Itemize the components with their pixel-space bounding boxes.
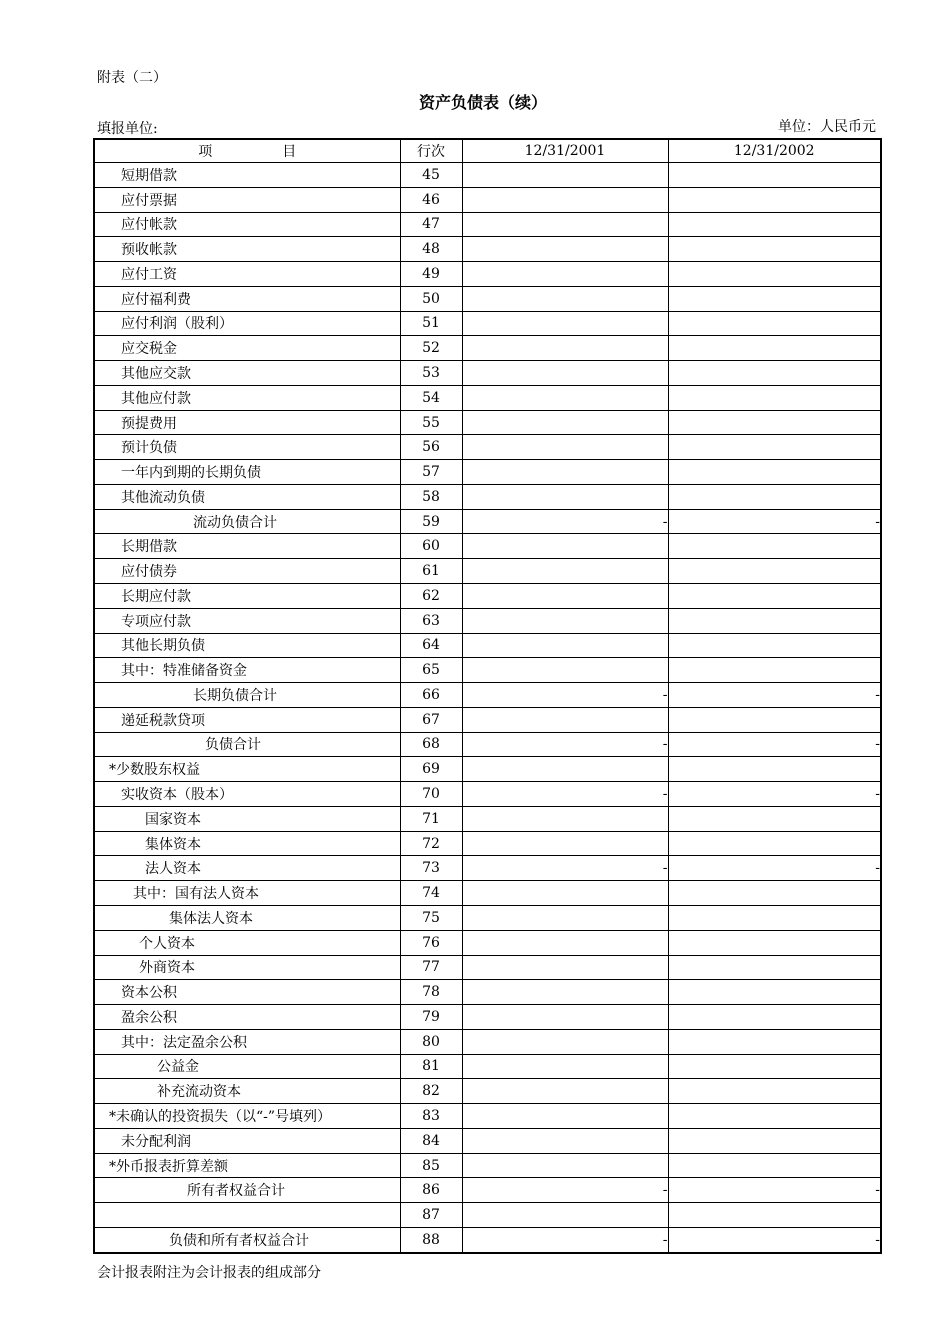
row-value-2001	[462, 484, 668, 509]
row-value-2002	[668, 435, 881, 460]
table-row	[94, 336, 881, 361]
table-row	[94, 1203, 881, 1228]
row-value-2002	[668, 1203, 881, 1228]
row-value-2001	[462, 658, 668, 683]
row-item-label: 个人资本	[94, 930, 400, 955]
row-value-2002: -	[668, 509, 881, 534]
attachment-label: 附表（二）	[97, 70, 167, 86]
row-line-number: 48	[400, 237, 462, 262]
table-row	[94, 262, 881, 287]
row-item-label	[94, 1203, 400, 1228]
row-item-label: 补充流动资本	[94, 1079, 400, 1104]
row-value-2002: -	[668, 683, 881, 708]
row-line-number: 78	[400, 980, 462, 1005]
table-row	[94, 559, 881, 584]
row-value-2002	[668, 163, 881, 188]
table-row	[94, 435, 881, 460]
row-item-label: 公益金	[94, 1054, 400, 1079]
row-line-number: 79	[400, 1005, 462, 1030]
row-value-2002	[668, 262, 881, 287]
row-item-label: 集体法人资本	[94, 905, 400, 930]
table-row	[94, 955, 881, 980]
row-line-number: 64	[400, 633, 462, 658]
row-value-2001	[462, 1029, 668, 1054]
row-value-2001	[462, 757, 668, 782]
row-item-label: 负债合计	[94, 732, 400, 757]
row-value-2002	[668, 707, 881, 732]
row-line-number: 56	[400, 435, 462, 460]
row-value-2001: -	[462, 732, 668, 757]
row-line-number: 72	[400, 831, 462, 856]
row-item-label: 递延税款贷项	[94, 707, 400, 732]
table-row	[94, 608, 881, 633]
row-line-number: 75	[400, 905, 462, 930]
row-item-label: 集体资本	[94, 831, 400, 856]
row-line-number: 74	[400, 881, 462, 906]
page-title: 资产负债表（续）	[418, 93, 547, 112]
row-value-2001	[462, 559, 668, 584]
balance-sheet-table	[93, 138, 882, 1254]
column-header-2001: 12/31/2001	[462, 139, 668, 163]
row-value-2002	[668, 212, 881, 237]
row-value-2002: -	[668, 1178, 881, 1203]
row-value-2001	[462, 385, 668, 410]
row-value-2001	[462, 831, 668, 856]
row-value-2002	[668, 633, 881, 658]
row-value-2001: -	[462, 1178, 668, 1203]
row-value-2001	[462, 881, 668, 906]
row-value-2002	[668, 658, 881, 683]
row-line-number: 69	[400, 757, 462, 782]
row-value-2002	[668, 311, 881, 336]
table-row	[94, 212, 881, 237]
row-line-number: 63	[400, 608, 462, 633]
row-line-number: 80	[400, 1029, 462, 1054]
table-row	[94, 707, 881, 732]
table-row	[94, 881, 881, 906]
table-row	[94, 1079, 881, 1104]
column-header-item	[94, 139, 400, 163]
row-value-2001	[462, 336, 668, 361]
row-value-2001	[462, 980, 668, 1005]
row-value-2002	[668, 286, 881, 311]
row-item-label: 其他应付款	[94, 385, 400, 410]
row-value-2001: -	[462, 509, 668, 534]
row-value-2001: -	[462, 782, 668, 807]
row-value-2001: -	[462, 856, 668, 881]
row-item-label: *少数股东权益	[94, 757, 400, 782]
row-item-label: 短期借款	[94, 163, 400, 188]
row-item-label: 流动负债合计	[94, 509, 400, 534]
table-row	[94, 905, 881, 930]
row-item-label: 长期应付款	[94, 584, 400, 609]
table-row	[94, 534, 881, 559]
row-line-number: 49	[400, 262, 462, 287]
row-value-2001	[462, 1128, 668, 1153]
row-line-number: 77	[400, 955, 462, 980]
row-value-2001	[462, 460, 668, 485]
table-row	[94, 509, 881, 534]
table-row	[94, 385, 881, 410]
row-value-2001	[462, 707, 668, 732]
row-item-label: 长期负债合计	[94, 683, 400, 708]
table-row	[94, 1128, 881, 1153]
row-line-number: 70	[400, 782, 462, 807]
row-value-2001	[462, 806, 668, 831]
row-item-label: 应付工资	[94, 262, 400, 287]
row-value-2002	[668, 1029, 881, 1054]
row-item-label: 所有者权益合计	[94, 1178, 400, 1203]
column-header-item-part2: 目	[282, 144, 297, 160]
table-row	[94, 410, 881, 435]
row-value-2002	[668, 584, 881, 609]
table-header-row	[94, 139, 881, 163]
row-value-2001	[462, 262, 668, 287]
row-item-label: 盈余公积	[94, 1005, 400, 1030]
row-item-label: 应付福利费	[94, 286, 400, 311]
row-value-2002	[668, 1128, 881, 1153]
row-item-label: 一年内到期的长期负债	[94, 460, 400, 485]
table-row	[94, 980, 881, 1005]
row-value-2002	[668, 410, 881, 435]
row-value-2002	[668, 1079, 881, 1104]
row-value-2001	[462, 212, 668, 237]
row-item-label: 应交税金	[94, 336, 400, 361]
row-value-2001	[462, 1005, 668, 1030]
row-item-label: *未确认的投资损失（以“-”号填列）	[94, 1104, 400, 1129]
table-row	[94, 460, 881, 485]
row-value-2001	[462, 905, 668, 930]
row-value-2002: -	[668, 732, 881, 757]
row-line-number: 55	[400, 410, 462, 435]
row-item-label: 应付票据	[94, 187, 400, 212]
row-item-label: 专项应付款	[94, 608, 400, 633]
row-line-number: 50	[400, 286, 462, 311]
row-line-number: 59	[400, 509, 462, 534]
row-line-number: 85	[400, 1153, 462, 1178]
row-item-label: 法人资本	[94, 856, 400, 881]
table-row	[94, 806, 881, 831]
column-header-item-part1: 项	[198, 144, 213, 160]
table-row	[94, 1178, 881, 1203]
row-value-2002	[668, 608, 881, 633]
row-item-label: *外币报表折算差额	[94, 1153, 400, 1178]
row-value-2001	[462, 1203, 668, 1228]
row-item-label: 国家资本	[94, 806, 400, 831]
row-value-2002: -	[668, 782, 881, 807]
row-value-2002: -	[668, 856, 881, 881]
row-line-number: 62	[400, 584, 462, 609]
table-row	[94, 633, 881, 658]
row-value-2002	[668, 980, 881, 1005]
row-line-number: 45	[400, 163, 462, 188]
table-row	[94, 856, 881, 881]
row-item-label: 应付帐款	[94, 212, 400, 237]
row-line-number: 51	[400, 311, 462, 336]
row-value-2001	[462, 286, 668, 311]
row-value-2001	[462, 633, 668, 658]
row-item-label: 预提费用	[94, 410, 400, 435]
row-item-label: 应付利润（股利）	[94, 311, 400, 336]
row-value-2001	[462, 410, 668, 435]
table-row	[94, 831, 881, 856]
row-value-2002	[668, 955, 881, 980]
column-header-2002: 12/31/2002	[668, 139, 881, 163]
table-row	[94, 361, 881, 386]
row-line-number: 46	[400, 187, 462, 212]
row-value-2002	[668, 905, 881, 930]
row-item-label: 外商资本	[94, 955, 400, 980]
table-row	[94, 683, 881, 708]
row-item-label: 其他应交款	[94, 361, 400, 386]
row-line-number: 57	[400, 460, 462, 485]
row-value-2002	[668, 460, 881, 485]
row-value-2002	[668, 831, 881, 856]
row-value-2002: -	[668, 1227, 881, 1252]
row-line-number: 87	[400, 1203, 462, 1228]
table-row	[94, 286, 881, 311]
row-line-number: 53	[400, 361, 462, 386]
table-row	[94, 1227, 881, 1252]
row-value-2001	[462, 163, 668, 188]
table-row	[94, 584, 881, 609]
row-line-number: 81	[400, 1054, 462, 1079]
currency-unit-label: 单位：人民币元	[778, 119, 876, 135]
fill-unit-label: 填报单位:	[97, 121, 158, 137]
row-line-number: 68	[400, 732, 462, 757]
row-line-number: 84	[400, 1128, 462, 1153]
row-value-2002	[668, 484, 881, 509]
row-item-label: 其他流动负债	[94, 484, 400, 509]
table-row	[94, 782, 881, 807]
row-line-number: 88	[400, 1227, 462, 1252]
row-item-label: 负债和所有者权益合计	[94, 1227, 400, 1252]
table-row	[94, 658, 881, 683]
row-line-number: 58	[400, 484, 462, 509]
row-line-number: 71	[400, 806, 462, 831]
table-row	[94, 1054, 881, 1079]
row-line-number: 73	[400, 856, 462, 881]
row-value-2001	[462, 930, 668, 955]
row-line-number: 54	[400, 385, 462, 410]
table-row	[94, 484, 881, 509]
row-value-2002	[668, 930, 881, 955]
row-item-label: 长期借款	[94, 534, 400, 559]
row-line-number: 61	[400, 559, 462, 584]
row-value-2002	[668, 881, 881, 906]
table-row	[94, 237, 881, 262]
row-value-2001	[462, 1054, 668, 1079]
row-line-number: 67	[400, 707, 462, 732]
row-item-label: 其中：特准储备资金	[94, 658, 400, 683]
table-row	[94, 163, 881, 188]
row-item-label: 资本公积	[94, 980, 400, 1005]
row-item-label: 其他长期负债	[94, 633, 400, 658]
row-item-label: 预计负债	[94, 435, 400, 460]
row-value-2001	[462, 311, 668, 336]
row-value-2001: -	[462, 683, 668, 708]
row-value-2001	[462, 1104, 668, 1129]
table-row	[94, 1153, 881, 1178]
row-item-label: 预收帐款	[94, 237, 400, 262]
row-value-2001	[462, 361, 668, 386]
row-value-2001	[462, 1079, 668, 1104]
row-item-label: 应付债券	[94, 559, 400, 584]
row-value-2002	[668, 1153, 881, 1178]
table-row	[94, 757, 881, 782]
row-item-label: 其中：法定盈余公积	[94, 1029, 400, 1054]
footer-note: 会计报表附注为会计报表的组成部分	[97, 1265, 321, 1281]
row-line-number: 86	[400, 1178, 462, 1203]
table-row	[94, 311, 881, 336]
table-row	[94, 1029, 881, 1054]
row-item-label: 实收资本（股本）	[94, 782, 400, 807]
row-value-2002	[668, 1005, 881, 1030]
row-value-2002	[668, 806, 881, 831]
row-value-2002	[668, 385, 881, 410]
table-row	[94, 1005, 881, 1030]
column-header-line-no: 行次	[400, 139, 462, 163]
table-row	[94, 187, 881, 212]
row-value-2001	[462, 187, 668, 212]
table-row	[94, 732, 881, 757]
row-value-2001	[462, 237, 668, 262]
row-line-number: 66	[400, 683, 462, 708]
row-value-2001	[462, 1153, 668, 1178]
row-value-2002	[668, 1104, 881, 1129]
row-value-2002	[668, 559, 881, 584]
row-value-2001	[462, 584, 668, 609]
row-value-2002	[668, 534, 881, 559]
row-item-label: 其中：国有法人资本	[94, 881, 400, 906]
row-line-number: 47	[400, 212, 462, 237]
row-value-2001	[462, 534, 668, 559]
row-value-2002	[668, 187, 881, 212]
row-value-2002	[668, 757, 881, 782]
row-value-2001	[462, 608, 668, 633]
row-line-number: 83	[400, 1104, 462, 1129]
row-value-2002	[668, 237, 881, 262]
row-line-number: 65	[400, 658, 462, 683]
row-item-label: 未分配利润	[94, 1128, 400, 1153]
table-row	[94, 930, 881, 955]
row-value-2001	[462, 955, 668, 980]
row-line-number: 60	[400, 534, 462, 559]
row-value-2002	[668, 1054, 881, 1079]
table-row	[94, 1104, 881, 1129]
row-line-number: 76	[400, 930, 462, 955]
row-value-2001	[462, 435, 668, 460]
row-value-2002	[668, 336, 881, 361]
row-line-number: 52	[400, 336, 462, 361]
row-line-number: 82	[400, 1079, 462, 1104]
row-value-2001: -	[462, 1227, 668, 1252]
row-value-2002	[668, 361, 881, 386]
